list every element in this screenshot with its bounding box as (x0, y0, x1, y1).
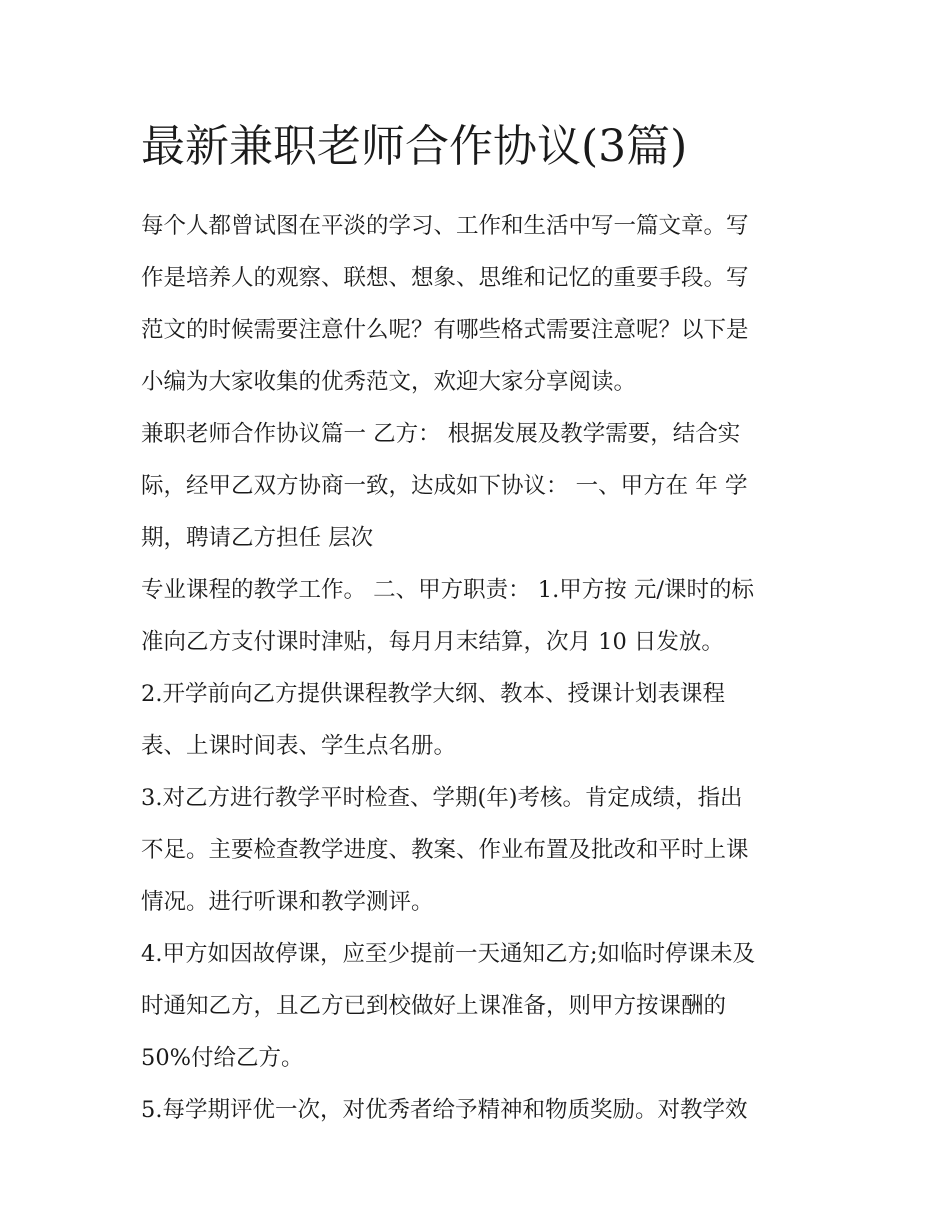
body-line: 兼职老师合作协议篇一 乙方： 根据发展及教学需要，结合实 (141, 421, 741, 447)
body-line: 专业课程的教学工作。 二、甲方职责： 1.甲方按 元/课时的标 (141, 577, 755, 603)
body-line: 际，经甲乙双方协商一致，达成如下协议： 一、甲方在 年 学 (141, 473, 748, 499)
body-line: 小编为大家收集的优秀范文，欢迎大家分享阅读。 (141, 369, 637, 395)
body-line: 时通知乙方，且乙方已到校做好上课准备，则甲方按课酬的 (141, 993, 727, 1019)
document-title: 最新兼职老师合作协议(3篇) (141, 121, 688, 172)
body-line: 情况。进行听课和教学测评。 (141, 889, 434, 915)
body-line: 5.每学期评优一次，对优秀者给予精神和物质奖励。对教学效 (141, 1097, 748, 1123)
body-line: 作是培养人的观察、联想、想象、思维和记忆的重要手段。写 (141, 265, 749, 291)
document-body (141, 200, 821, 1136)
body-line: 准向乙方支付课时津贴，每月月末结算，次月 10 日发放。 (141, 629, 724, 655)
body-line: 3.对乙方进行教学平时检查、学期(年)考核。肯定成绩，指出 (141, 785, 743, 811)
body-line: 不足。主要检查教学进度、教案、作业布置及批改和平时上课 (141, 837, 749, 863)
body-line: 50%付给乙方。 (141, 1045, 304, 1071)
body-line: 表、上课时间表、学生点名册。 (141, 733, 457, 759)
body-line: 2.开学前向乙方提供课程教学大纲、教本、授课计划表课程 (141, 681, 725, 707)
body-line: 4.甲方如因故停课，应至少提前一天通知乙方;如临时停课未及 (141, 941, 756, 967)
body-line: 范文的时候需要注意什么呢？有哪些格式需要注意呢？以下是 (141, 317, 749, 343)
body-line: 期，聘请乙方担任 层次 (141, 525, 374, 551)
body-line: 每个人都曾试图在平淡的学习、工作和生活中写一篇文章。写 (141, 213, 749, 239)
